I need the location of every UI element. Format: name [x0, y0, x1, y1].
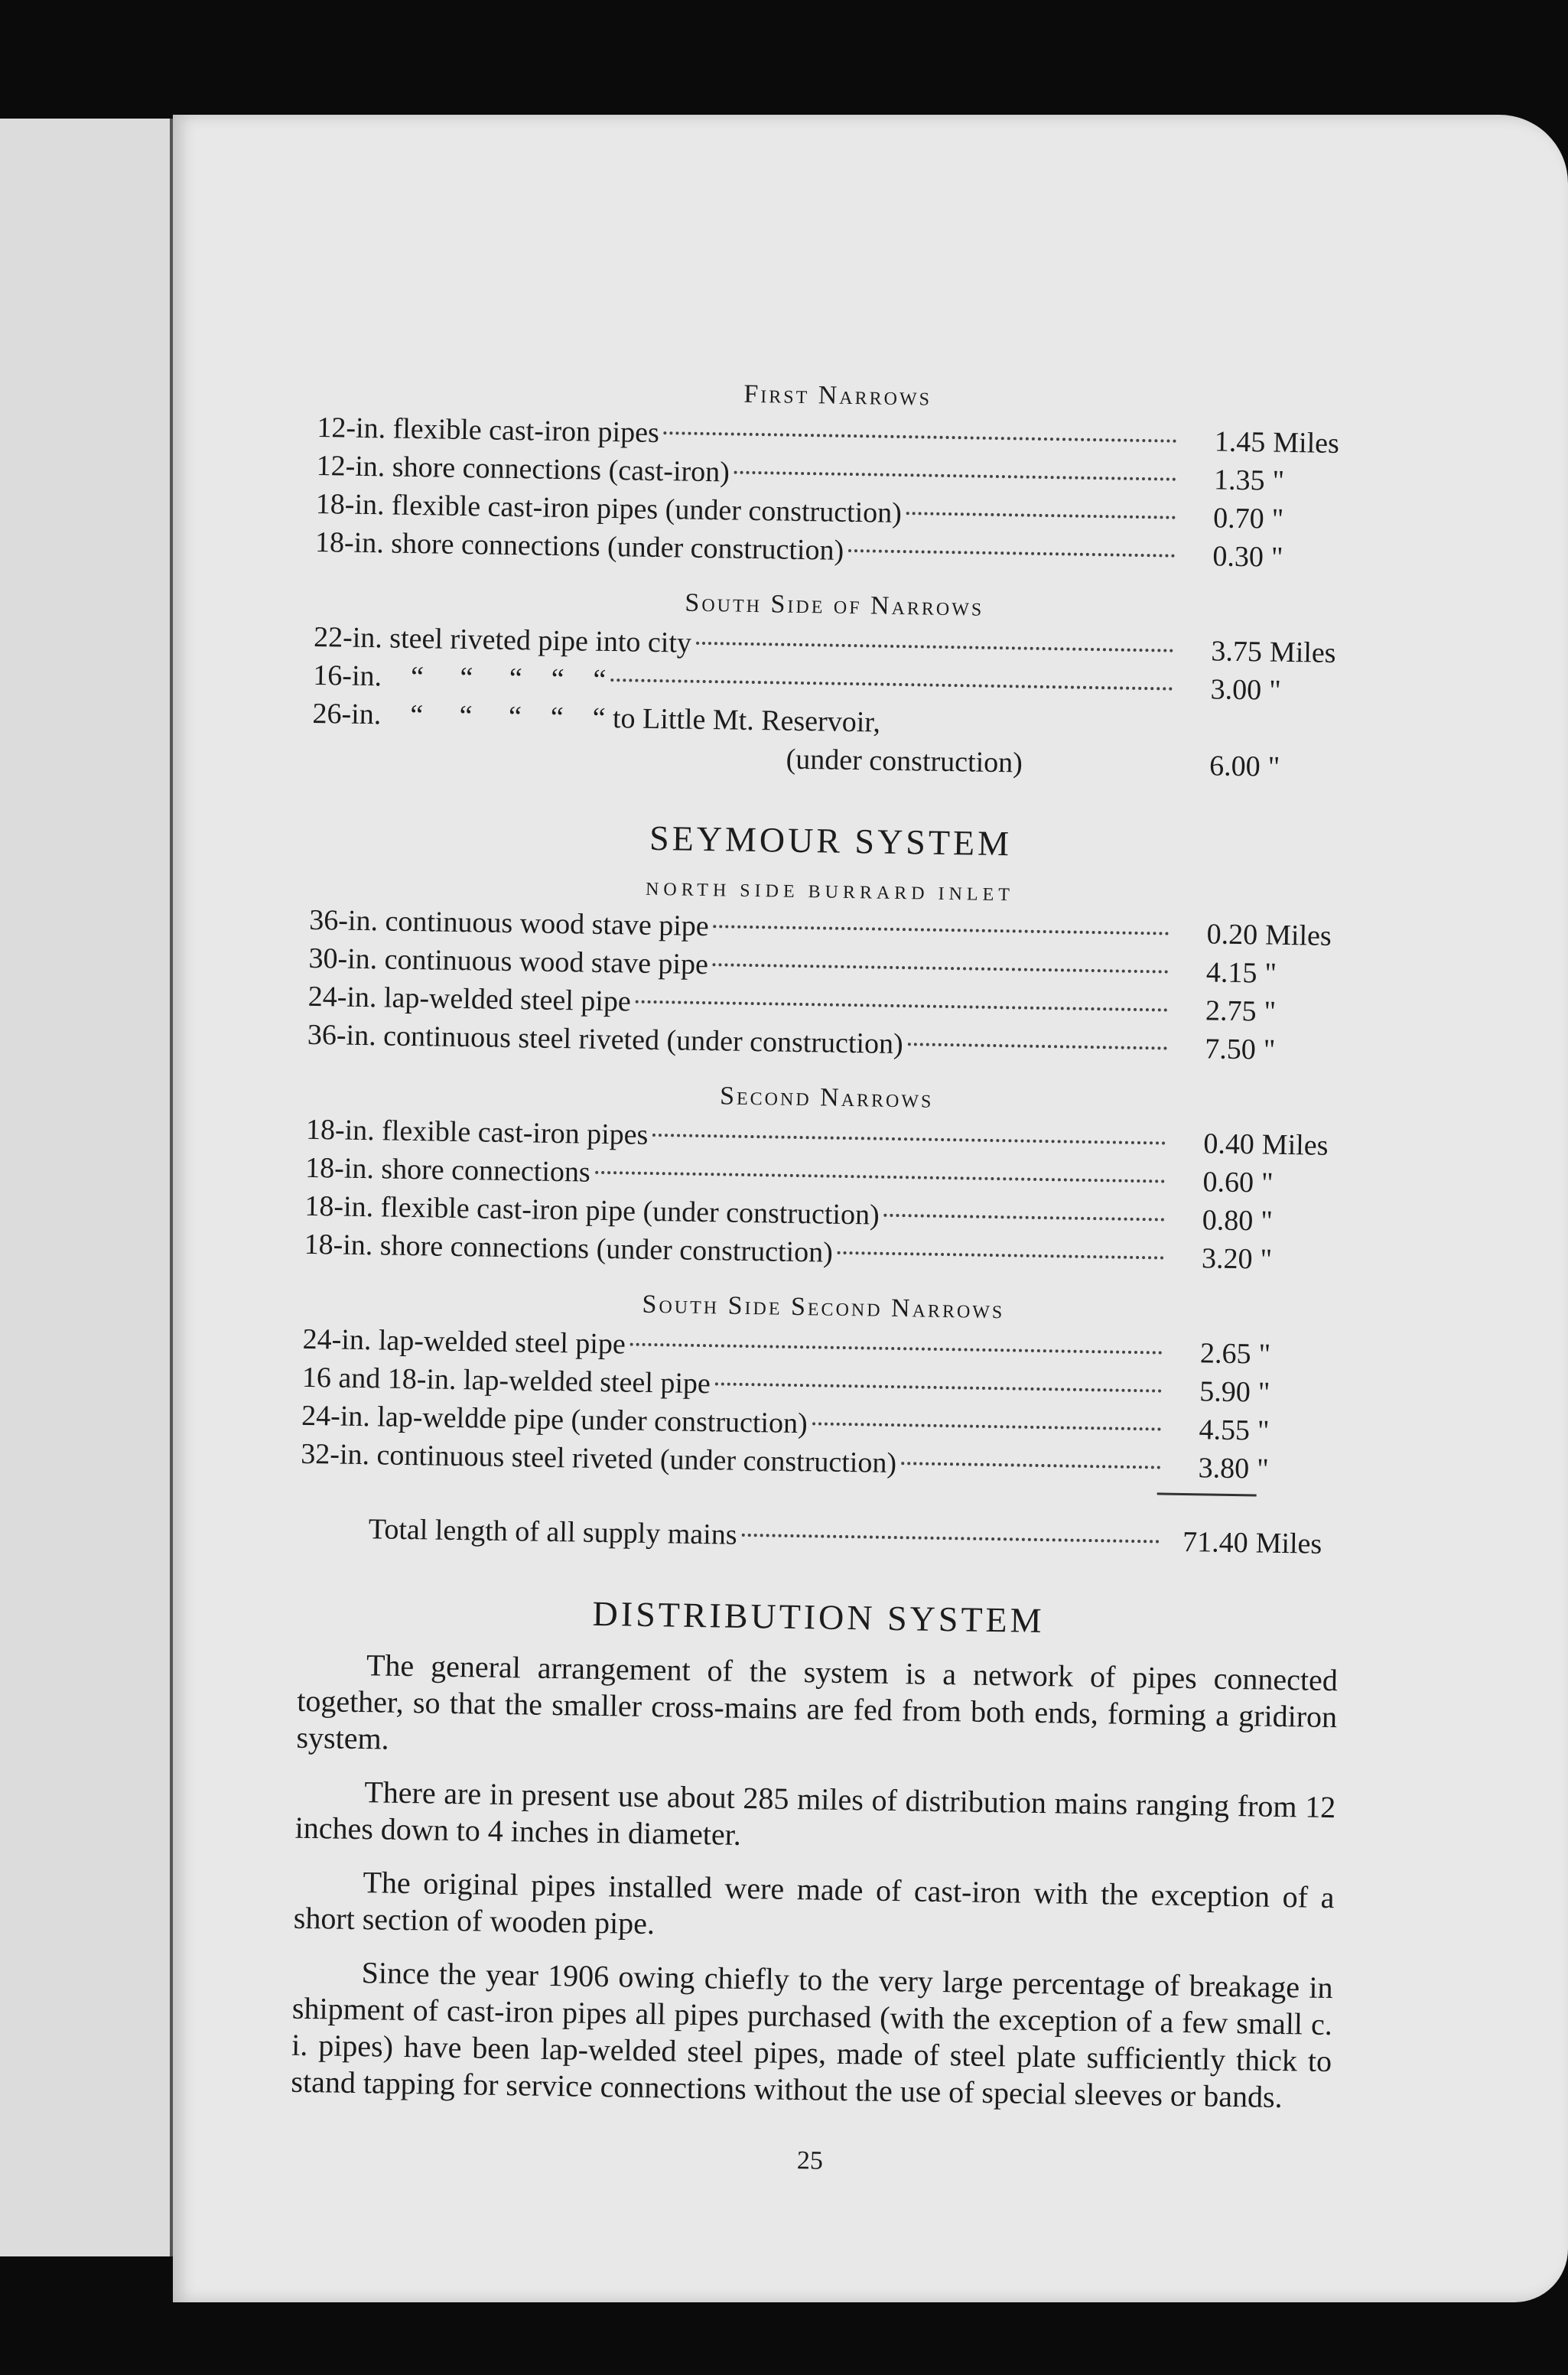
table-row: 18-in. flexible cast-iron pipes 0.40 Miles [305, 1113, 1329, 1162]
south-side-second-narrows-rows [301, 1320, 1343, 1489]
table-row: 18-in. shore connections (under construction) 3.20 " [304, 1228, 1273, 1276]
page-content [290, 352, 1358, 2184]
section-title-first-narrows: First Narrows [743, 379, 932, 412]
section-title-second-narrows: Second Narrows [719, 1082, 934, 1114]
paragraph: The general arrangement of the system is a network of pipes connected together, so that the smaller cross-mains are fed from both ends, forming a gridiron system. [296, 1648, 1339, 1756]
south-side-rows [311, 618, 1354, 787]
table-row: 16-in. “ “ “ “ “ 3.00 " [313, 659, 1282, 707]
total-row: Total length of all supply mains 71.40 Miles [368, 1513, 1322, 1560]
page-number: 25 [796, 2146, 824, 2175]
table-row: 12-in. shore connections (cast-iron) 1.35 " [316, 449, 1285, 497]
section-title-north-side-burrard-inlet: NORTH SIDE BURRARD INLET [645, 879, 1015, 906]
table-row: 24-in. lap-weldde pipe (under construction) 4.55 " [301, 1399, 1270, 1447]
heading-seymour-system: SEYMOUR SYSTEM [649, 818, 1013, 864]
section-title-south-side-second-narrows: South Side Second Narrows [642, 1290, 1005, 1325]
north-side-rows [307, 901, 1350, 1070]
table-row: 18-in. flexible cast-iron pipe (under construction) 0.80 " [304, 1189, 1274, 1238]
second-narrows-rows [304, 1111, 1346, 1280]
paragraph: Since the year 1906 owing chiefly to the very large percentage of breakage in shipment of cast-iron pipes all pipes purchased (with the exception of a few small c. i. pipes) have been lap-welded steel pipes, made of steel plate sufficiently thick to stand tapping for service connections without the use of special sleeves or bands. [291, 1955, 1333, 2115]
table-row: 18-in. flexible cast-iron pipes (under construction) 0.70 " [315, 487, 1284, 535]
table-row: 24-in. lap-welded steel pipe 2.65 " [302, 1323, 1271, 1371]
heading-distribution-system: DISTRIBUTION SYSTEM [592, 1593, 1045, 1641]
facing-page [0, 119, 173, 2256]
table-row: 18-in. shore connections 0.60 " [304, 1151, 1274, 1199]
table-row: 32-in. continuous steel riveted (under construction) 3.80 " [301, 1437, 1270, 1485]
table-row: (under construction) 6.00 " [786, 743, 1280, 783]
first-narrows-rows [315, 408, 1358, 577]
table-row: 12-in. flexible cast-iron pipes 1.45 Miles [317, 411, 1340, 460]
paragraph: There are in present use about 285 miles of distribution mains ranging from 12 inches down to 4 inches in diameter. [294, 1775, 1336, 1852]
table-row: 22-in. steel riveted pipe into city 3.75 Miles [313, 620, 1336, 669]
table-row: 16 and 18-in. lap-welded steel pipe 5.90 " [301, 1361, 1270, 1409]
table-row: 24-in. lap-welded steel pipe 2.75 " [307, 980, 1277, 1028]
table-row: 30-in. continuous wood stave pipe 4.15 " [308, 942, 1277, 990]
table-row: 36-in. continuous wood stave pipe 0.20 Miles [308, 903, 1332, 952]
table-row: 36-in. continuous steel riveted (under construction) 7.50 " [307, 1018, 1276, 1066]
table-row: 26-in. “ “ “ “ “ to Little Mt. Reservoir, [312, 697, 881, 739]
table-row: 18-in. shore connections (under construction) 0.30 " [314, 525, 1283, 574]
total-rule [1157, 1492, 1257, 1496]
section-title-south-side-narrows: South Side of Narrows [685, 588, 984, 622]
paragraph: The original pipes installed were made of cast-iron with the exception of a short section of wooden pipe. [293, 1865, 1335, 1941]
